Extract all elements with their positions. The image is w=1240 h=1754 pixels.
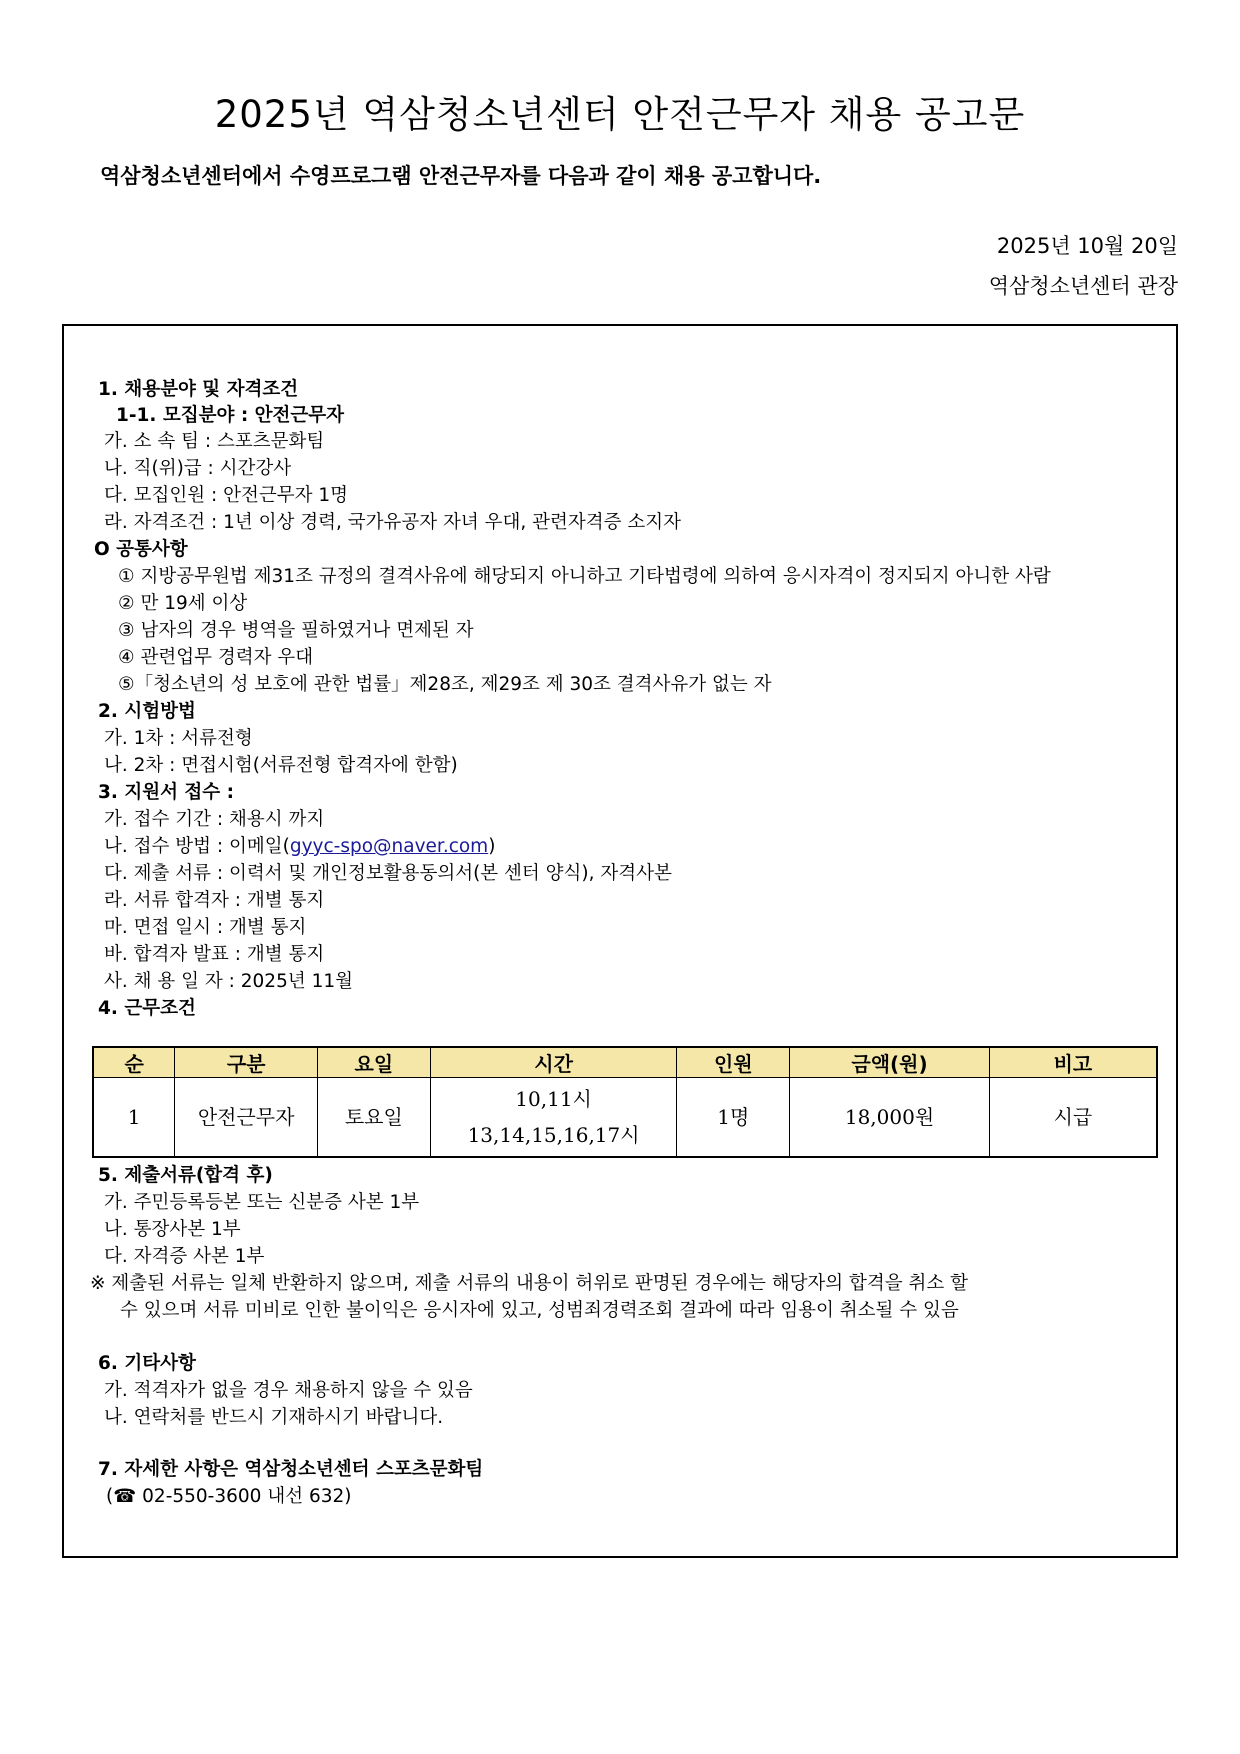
section-1-b: 나. 직(위)급 : 시간강사 xyxy=(104,458,292,479)
section-3-a: 가. 접수 기간 : 채용시 까지 xyxy=(104,809,325,830)
section-1-a: 가. 소 속 팀 : 스포츠문화팀 xyxy=(104,431,325,452)
section-7-heading: 7. 자세한 사항은 역삼청소년센터 스포츠문화팀 xyxy=(98,1459,484,1480)
col-header-pay: 금액(원) xyxy=(790,1047,990,1078)
cell-day: 토요일 xyxy=(317,1078,430,1158)
common-item-5: ⑤「청소년의 성 보호에 관한 법률」제28조, 제29조 제 30조 결격사유가 없는 자 xyxy=(118,674,772,695)
notice-body-box xyxy=(62,324,1178,1558)
common-item-1: ① 지방공무원법 제31조 규정의 결격사유에 해당되지 아니하고 기타법령에 의하여 응시자격이 정지되지 아니한 사람 xyxy=(118,566,1051,587)
section-3-d: 라. 서류 합격자 : 개별 통지 xyxy=(104,890,325,911)
cell-time xyxy=(430,1078,677,1158)
email-link[interactable]: gyyc-spo@naver.com xyxy=(289,836,489,857)
contact-phone: 02-550-3600 내선 632) xyxy=(142,1486,352,1507)
section-4-heading: 4. 근무조건 xyxy=(98,998,196,1019)
common-item-4: ④ 관련업무 경력자 우대 xyxy=(118,647,314,668)
col-header-count: 인원 xyxy=(677,1047,790,1078)
cell-count: 1명 xyxy=(677,1078,790,1158)
notice-date: 2025년 10월 20일 xyxy=(996,234,1178,258)
phone-icon: ☎ xyxy=(113,1486,137,1507)
contact-open-paren: ( xyxy=(106,1486,114,1507)
section-5-c: 다. 자격증 사본 1부 xyxy=(104,1246,265,1267)
section-5-note-2: 수 있으며 서류 미비로 인한 불이익은 응시자에 있고, 성범죄경력조회 결과에 따라 임용이 취소될 수 있음 xyxy=(120,1300,959,1321)
cell-type: 안전근무자 xyxy=(175,1078,318,1158)
section-2-a: 가. 1차 : 서류전형 xyxy=(104,728,253,749)
section-5-heading: 5. 제출서류(합격 후) xyxy=(98,1165,273,1186)
section-3-g: 사. 채 용 일 자 : 2025년 11월 xyxy=(104,971,353,992)
common-item-2: ② 만 19세 이상 xyxy=(118,593,248,614)
contact-line xyxy=(106,1483,351,1510)
section-2-heading: 2. 시험방법 xyxy=(98,701,196,722)
section-3-c: 다. 제출 서류 : 이력서 및 개인정보활용동의서(본 센터 양식), 자격사본 xyxy=(104,863,672,884)
cell-note: 시급 xyxy=(989,1078,1157,1158)
section-3-heading: 3. 지원서 접수 : xyxy=(98,782,234,803)
section-3-e: 마. 면접 일시 : 개별 통지 xyxy=(104,917,307,938)
cell-time-line-1: 10,11시 xyxy=(515,1087,592,1111)
issuer: 역삼청소년센터 관장 xyxy=(988,274,1178,298)
section-6-b: 나. 연락처를 반드시 기재하시기 바랍니다. xyxy=(104,1407,444,1428)
col-header-note: 비고 xyxy=(989,1047,1157,1078)
col-header-day: 요일 xyxy=(317,1047,430,1078)
section-1-1: 1-1. 모집분야 : 안전근무자 xyxy=(116,405,345,426)
section-3-b xyxy=(104,833,495,860)
section-1-c: 다. 모집인원 : 안전근무자 1명 xyxy=(104,485,348,506)
section-6-a: 가. 적격자가 없을 경우 채용하지 않을 수 있음 xyxy=(104,1380,473,1401)
section-5-b: 나. 통장사본 1부 xyxy=(104,1219,241,1240)
section-6-heading: 6. 기타사항 xyxy=(98,1353,196,1374)
table-header-row xyxy=(93,1047,1157,1078)
section-3-b-prefix: 나. 접수 방법 : 이메일( xyxy=(104,836,290,857)
col-header-type: 구분 xyxy=(175,1047,318,1078)
section-1-d: 라. 자격조건 : 1년 이상 경력, 국가유공자 자녀 우대, 관련자격증 소지자 xyxy=(104,512,681,533)
common-item-3: ③ 남자의 경우 병역을 필하였거나 면제된 자 xyxy=(118,620,474,641)
section-3-b-suffix: ) xyxy=(488,836,496,857)
section-3-f: 바. 합격자 발표 : 개별 통지 xyxy=(104,944,325,965)
section-5-a: 가. 주민등록등본 또는 신분증 사본 1부 xyxy=(104,1192,420,1213)
intro-text: 역삼청소년센터에서 수영프로그램 안전근무자를 다음과 같이 채용 공고합니다. xyxy=(100,164,822,188)
page-title: 2025년 역삼청소년센터 안전근무자 채용 공고문 xyxy=(214,93,1026,136)
cell-no: 1 xyxy=(93,1078,175,1158)
cell-pay: 18,000원 xyxy=(790,1078,990,1158)
section-5-note-1: ※ 제출된 서류는 일체 반환하지 않으며, 제출 서류의 내용이 허위로 판명된 경우에는 해당자의 합격을 취소 할 xyxy=(90,1273,969,1294)
cell-time-line-2: 13,14,15,16,17시 xyxy=(467,1123,640,1147)
col-header-time: 시간 xyxy=(430,1047,677,1078)
work-conditions-table xyxy=(92,1046,1158,1158)
col-header-no: 순 xyxy=(93,1047,175,1078)
table-row xyxy=(93,1078,1157,1158)
common-heading: O 공통사항 xyxy=(94,539,188,560)
section-1-heading: 1. 채용분야 및 자격조건 xyxy=(98,379,299,400)
section-2-b: 나. 2차 : 면접시험(서류전형 합격자에 한함) xyxy=(104,755,458,776)
